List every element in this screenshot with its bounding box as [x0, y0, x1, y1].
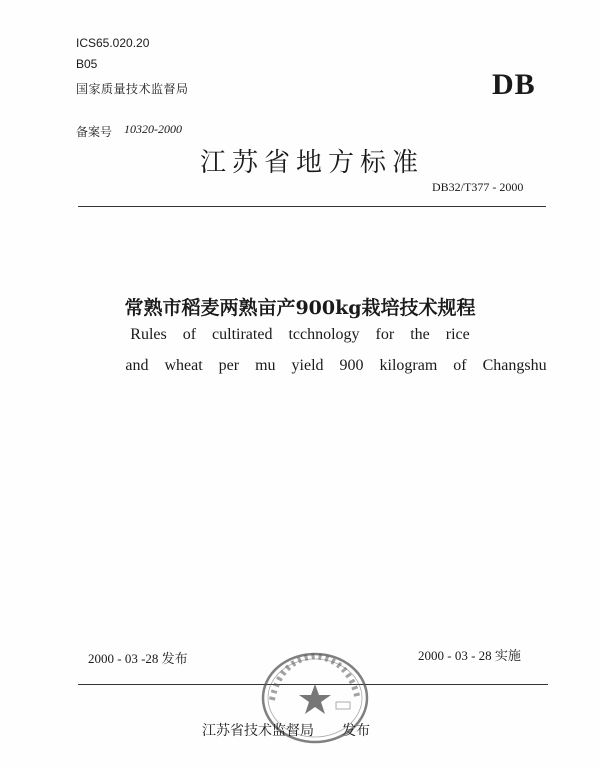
issue-date: 2000 - 03 -28 发布	[88, 651, 188, 666]
title-english-line-2: and wheat per mu yield 900 kilogram of Changshu	[125, 357, 547, 374]
star-icon	[299, 684, 331, 714]
record-label: 备案号	[76, 125, 113, 139]
db-mark: DB	[492, 68, 536, 101]
standard-type: 江苏省地方标准	[200, 148, 425, 178]
implementation-date: 2000 - 03 - 28 实施	[418, 648, 521, 663]
bottom-issuer: 江苏省技术监督局 发布	[202, 723, 370, 739]
top-issuer: 国家质量技术监督局	[76, 82, 189, 96]
title-chinese: 常熟市稻麦两熟亩产900kg栽培技术规程	[124, 297, 476, 319]
standard-number: DB32/T377 - 2000	[432, 180, 524, 194]
ics-code: ICS65.020.20	[76, 36, 150, 50]
top-divider	[78, 206, 546, 207]
title-english-line-1: Rules of cultirated tcchnology for the rice	[130, 326, 470, 343]
record-number: 10320-2000	[124, 122, 182, 136]
classification-code: B05	[76, 57, 98, 71]
